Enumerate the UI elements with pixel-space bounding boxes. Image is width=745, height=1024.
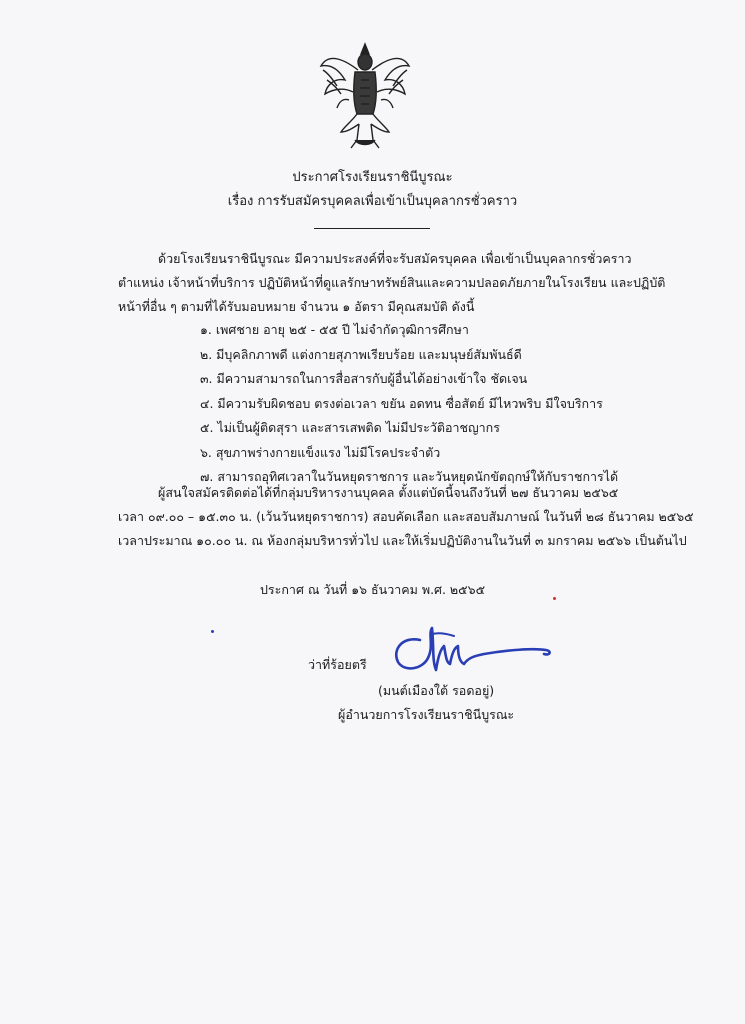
signatory-position: ผู้อำนวยการโรงเรียนราชินีบูรณะ	[338, 707, 515, 722]
application-line: เวลาประมาณ ๑๐.๐๐ น. ณ ห้องกลุ่มบริหารทั่วไป และให้เริ่มปฏิบัติงานในวันที่ ๓ มกราคม ๒๕๖๖ เป็นต้นไป	[118, 533, 687, 548]
qualification-list	[200, 318, 618, 490]
signatory-rank: ว่าที่ร้อยตรี	[308, 657, 367, 672]
qualification-item: ๖. สุขภาพร่างกายแข็งแรง ไม่มีโรคประจำตัว	[200, 444, 441, 460]
qualification-item: ๗. สามารถอุทิศเวลาในวันหยุดราชการ และวันหยุดนักขัตฤกษ์ให้กับราชการได้	[200, 469, 619, 484]
application-line: เวลา ๐๙.๐๐ – ๑๕.๓๐ น. (เว้นวันหยุดราชการ) สอบคัดเลือก และสอบสัมภาษณ์ ในวันที่ ๒๘ ธันวาคม ๒๕๖๕	[118, 509, 694, 524]
application-line: ผู้สนใจสมัครติดต่อได้ที่กลุ่มบริหารงานบุคคล ตั้งแต่บัดนี้จนถึงวันที่ ๒๗ ธันวาคม ๒๕๖๕	[158, 485, 619, 500]
qualification-item: ๔. มีความรับผิดชอบ ตรงต่อเวลา ขยัน อดทน ซื่อสัตย์ มีไหวพริบ มีใจบริการ	[200, 395, 603, 411]
announcement-subject: เรื่อง การรับสมัครบุคคลเพื่อเข้าเป็นบุคลากรชั่วคราว	[227, 194, 518, 209]
qualification-item: ๓. มีความสามารถในการสื่อสารกับผู้อื่นได้อย่างเข้าใจ ชัดเจน	[200, 371, 528, 386]
qualification-item: ๒. มีบุคลิกภาพดี แต่งกายสุภาพเรียบร้อย และมนุษย์สัมพันธ์ดี	[200, 346, 522, 362]
handwritten-signature	[388, 620, 558, 680]
qualification-item: ๕. ไม่เป็นผู้ติดสุรา และสารเสพติด ไม่มีประวัติอาชญากร	[200, 420, 500, 435]
announcement-date: ประกาศ ณ วันที่ ๑๖ ธันวาคม พ.ศ. ๒๕๖๕	[260, 582, 486, 597]
ink-speck	[553, 597, 556, 600]
intro-line: ตำแหน่ง เจ้าหน้าที่บริการ ปฏิบัติหน้าที่ดูแลรักษาทรัพย์สินและความปลอดภัยภายในโรงเรียน และปฏิบัติ	[118, 275, 666, 290]
intro-line: ด้วยโรงเรียนราชินีบูรณะ มีความประสงค์ที่จะรับสมัครบุคคล เพื่อเข้าเป็นบุคลากรชั่วคราว	[158, 251, 632, 266]
ink-speck	[211, 630, 214, 633]
intro-line: หน้าที่อื่น ๆ ตามที่ได้รับมอบหมาย จำนวน ๑ อัตรา มีคุณสมบัติ ดังนี้	[118, 299, 475, 314]
signatory-name: (มนต์เมืองใต้ รอดอยู่)	[378, 683, 495, 698]
title-divider	[314, 228, 430, 229]
qualification-item: ๑. เพศชาย อายุ ๒๕ - ๕๕ ปี ไม่จำกัดวุฒิการศึกษา	[200, 322, 469, 337]
garuda-emblem-icon	[315, 40, 415, 155]
announcement-title: ประกาศโรงเรียนราชินีบูรณะ	[292, 170, 453, 185]
